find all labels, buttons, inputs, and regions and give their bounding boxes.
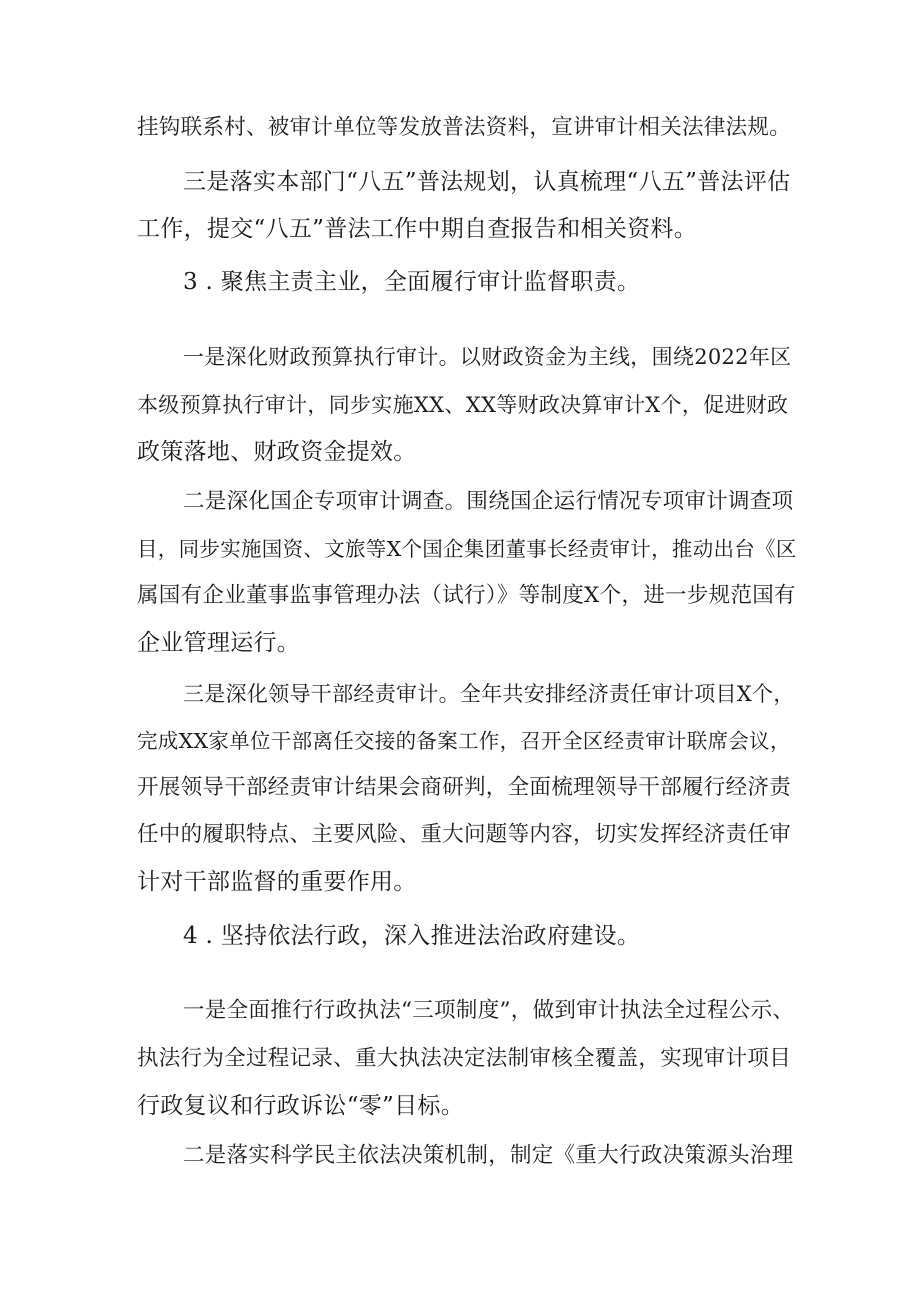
paragraph-line: 一是全面推行行政执法“三项制度”，做到审计执法全过程公示、 [183,998,795,1023]
section-heading: 3 . 聚焦主责主业，全面履行审计监督职责。 [183,269,641,295]
paragraph-line: 一是深化财政预算执行审计。以财政资金为主线，围绕2022年区 [183,345,792,369]
paragraph-line: 属国有企业董事监事管理办法（试行）》等制度X个，进一步规范国有 [137,583,796,608]
paragraph-line: 三是深化领导干部经责审计。全年共安排经济责任审计项目X个， [183,682,795,706]
paragraph-line: 行政复议和行政诉讼“零”目标。 [137,1093,465,1119]
paragraph-line: 目，同步实施国资、文旅等X个国企集团董事长经责审计，推动出台《区 [137,537,797,561]
paragraph-line: 挂钩联系村、被审计单位等发放普法资料，宣讲审计相关法律法规。 [137,115,792,140]
paragraph-line: 本级预算执行审计，同步实施XX、XX等财政决算审计X个，促进财政 [137,393,789,417]
paragraph-line: 执法行为全过程记录、重大执法决定法制审核全覆盖，实现审计项目 [137,1046,792,1071]
paragraph-line: 完成XX家单位干部离任交接的备案工作，召开全区经责审计联席会议， [137,729,791,753]
paragraph-line: 工作，提交“八五”普法工作中期自查报告和相关资料。 [137,216,698,242]
paragraph-line: 开展领导干部经责审计结果会商研判，全面梳理领导干部履行经济责 [137,775,792,800]
paragraph-line: 三是落实本部门“八五”普法规划，认真梳理“八五”普法评估 [183,169,791,195]
paragraph-line: 任中的履职特点、主要风险、重大问题等内容，切实发挥经济责任审 [137,822,792,847]
paragraph-line: 二是落实科学民主依法决策机制，制定《重大行政决策源头治理 [183,1143,794,1168]
paragraph-line: 计对干部监督的重要作用。 [137,869,417,895]
section-heading: 4 . 坚持依法行政，深入推进法治政府建设。 [183,923,641,949]
paragraph-line: 企业管理运行。 [137,630,301,656]
paragraph-line: 二是深化国企专项审计调查。围绕国企运行情况专项审计调查项 [183,489,794,514]
paragraph-line: 政策落地、财政资金提效。 [137,439,417,465]
